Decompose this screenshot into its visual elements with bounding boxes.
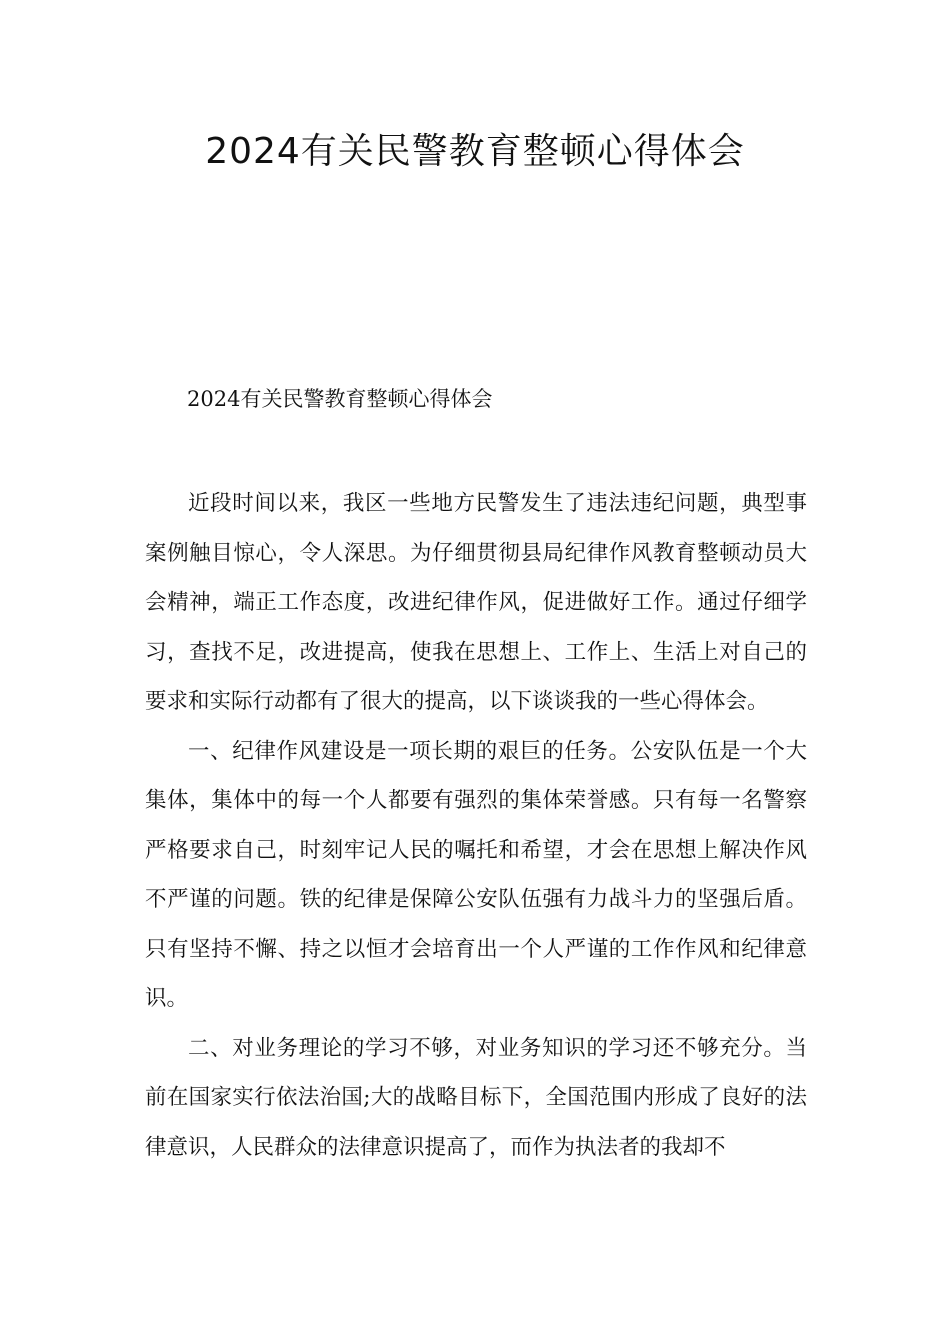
paragraph-point-one: 一、纪律作风建设是一项长期的艰巨的任务。公安队伍是一个大集体，集体中的每一个人都要有强烈的集体荣誉感。只有每一名警察严格要求自己，时刻牢记人民的嘱托和希望，才会在思想上解决作风不严谨的问题。铁的纪律是保障公安队伍强有力战斗力的坚强后盾。只有坚持不懈、持之以恒才会培育出一个人严谨的工作作风和纪律意识。 xyxy=(145,738,807,1011)
document-body xyxy=(145,479,807,1172)
paragraph-intro: 近段时间以来，我区一些地方民警发生了违法违纪问题，典型事案例触目惊心，令人深思。为仔细贯彻县局纪律作风教育整顿动员大会精神，端正工作态度，改进纪律作风，促进做好工作。通过仔细学习，查找不足，改进提高，使我在思想上、工作上、生活上对自己的要求和实际行动都有了很大的提高，以下谈谈我的一些心得体会。 xyxy=(145,491,807,714)
document-title: 2024有关民警教育整顿心得体会 xyxy=(205,131,745,172)
document-subtitle: 2024有关民警教育整顿心得体会 xyxy=(187,387,493,411)
paragraph-point-two: 二、对业务理论的学习不够，对业务知识的学习还不够充分。当前在国家实行依法治国;大的战略目标下，全国范围内形成了良好的法律意识，人民群众的法律意识提高了，而作为执法者的我却不 xyxy=(145,1035,807,1160)
